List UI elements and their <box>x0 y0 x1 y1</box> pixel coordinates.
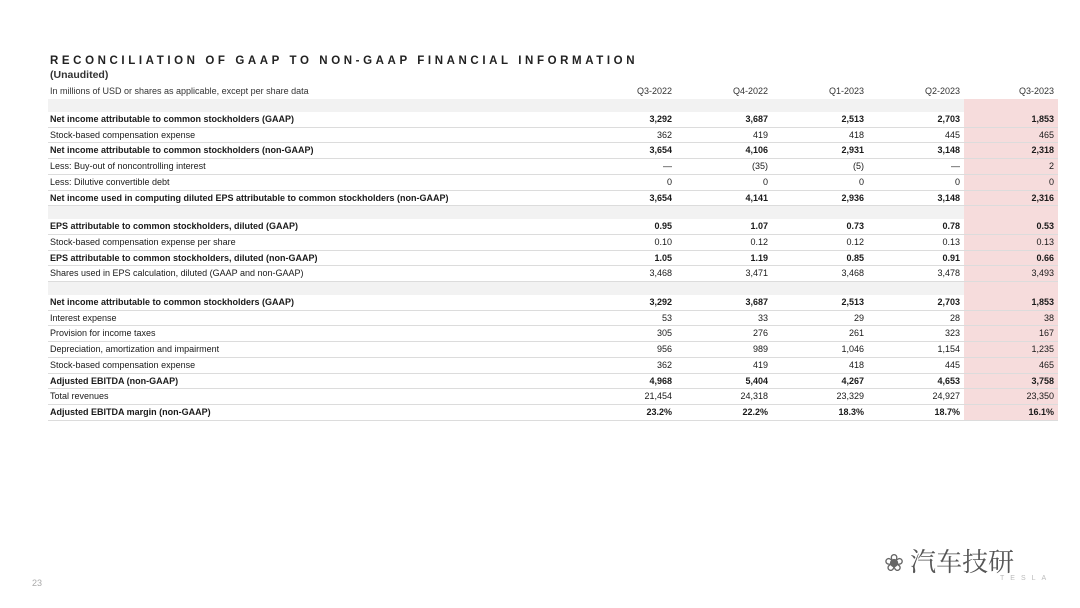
table-cell: 1,853 <box>964 112 1058 127</box>
table-row <box>48 404 1058 420</box>
table-cell: 2,513 <box>772 295 868 310</box>
table-cell: 418 <box>772 127 868 143</box>
column-header: Q3-2022 <box>636 86 672 97</box>
table-cell: 418 <box>772 357 868 373</box>
table-cell: 989 <box>676 342 772 358</box>
reconciliation-table <box>48 84 1058 421</box>
table-row <box>48 250 1058 266</box>
table-cell: 0 <box>772 174 868 190</box>
row-label: Provision for income taxes <box>48 326 580 342</box>
wechat-icon: ❀ <box>884 549 905 577</box>
table-cell: 0.73 <box>772 219 868 234</box>
table-cell: 445 <box>868 127 964 143</box>
table-cell: 16.1% <box>964 404 1058 420</box>
table-cell: 2,318 <box>964 143 1058 159</box>
table-row <box>48 190 1058 206</box>
table-cell: 2,936 <box>772 190 868 206</box>
table-cell: 3,493 <box>964 266 1058 282</box>
table-cell: 1.19 <box>676 250 772 266</box>
table-row <box>48 326 1058 342</box>
table-cell: 3,468 <box>580 266 676 282</box>
table-row <box>48 295 1058 310</box>
row-label: Net income used in computing diluted EPS attributable to common stockholders (non-GAAP) <box>48 190 580 206</box>
table-row <box>48 143 1058 159</box>
row-label: Adjusted EBITDA (non-GAAP) <box>48 373 580 389</box>
table-cell: 4,141 <box>676 190 772 206</box>
table-row <box>48 342 1058 358</box>
section-spacer <box>48 99 1058 112</box>
table-cell: 0 <box>580 174 676 190</box>
table-cell: 3,758 <box>964 373 1058 389</box>
row-label: Net income attributable to common stockholders (GAAP) <box>48 295 580 310</box>
table-cell: 0.95 <box>580 219 676 234</box>
table-cell: 29 <box>772 310 868 326</box>
table-cell: 28 <box>868 310 964 326</box>
table-cell: 1,046 <box>772 342 868 358</box>
table-cell: 3,148 <box>868 190 964 206</box>
watermark <box>884 542 1014 579</box>
table-cell: 0.12 <box>772 234 868 250</box>
table-cell: 22.2% <box>676 404 772 420</box>
table-cell: 3,687 <box>676 112 772 127</box>
section-spacer <box>48 206 1058 220</box>
table-cell: 18.3% <box>772 404 868 420</box>
table-cell: 21,454 <box>580 389 676 405</box>
table-cell: 53 <box>580 310 676 326</box>
table-cell: 3,687 <box>676 295 772 310</box>
table-row <box>48 159 1058 175</box>
table-cell: 0.85 <box>772 250 868 266</box>
table-cell: 3,478 <box>868 266 964 282</box>
table-cell: 0.91 <box>868 250 964 266</box>
table-cell: 3,292 <box>580 295 676 310</box>
column-header: Q1-2023 <box>828 86 864 97</box>
table-row <box>48 389 1058 405</box>
table-row <box>48 112 1058 127</box>
row-label: Less: Dilutive convertible debt <box>48 174 580 190</box>
table-cell: 1.05 <box>580 250 676 266</box>
table-cell: — <box>868 159 964 175</box>
table-cell: 0 <box>676 174 772 190</box>
column-header: Q3-2023 <box>1018 86 1054 97</box>
table-cell: 38 <box>964 310 1058 326</box>
table-cell: 3,654 <box>580 143 676 159</box>
table-cell: 23,350 <box>964 389 1058 405</box>
table-cell: 465 <box>964 357 1058 373</box>
section-spacer <box>48 282 1058 296</box>
table-cell: 167 <box>964 326 1058 342</box>
page-subtitle: (Unaudited) <box>50 69 109 81</box>
row-label: Net income attributable to common stockholders (GAAP) <box>48 112 580 127</box>
row-label: Adjusted EBITDA margin (non-GAAP) <box>48 404 580 420</box>
table-cell: 24,318 <box>676 389 772 405</box>
table-cell: 3,148 <box>868 143 964 159</box>
table-cell: 3,468 <box>772 266 868 282</box>
page-title: RECONCILIATION OF GAAP TO NON-GAAP FINANCIAL INFORMATION <box>50 55 639 67</box>
table-cell: 2,703 <box>868 295 964 310</box>
table-cell: 0.53 <box>964 219 1058 234</box>
table-row <box>48 174 1058 190</box>
table-row <box>48 234 1058 250</box>
row-label: Stock-based compensation expense per share <box>48 234 580 250</box>
table-cell: 323 <box>868 326 964 342</box>
table-cell: 465 <box>964 127 1058 143</box>
row-label: Total revenues <box>48 389 580 405</box>
table-cell: 23.2% <box>580 404 676 420</box>
units-note: In millions of USD or shares as applicable, except per share data <box>50 86 309 97</box>
column-header: Q4-2022 <box>732 86 768 97</box>
table-cell: 305 <box>580 326 676 342</box>
table-cell: 0.10 <box>580 234 676 250</box>
row-label: Net income attributable to common stockholders (non-GAAP) <box>48 143 580 159</box>
table-row <box>48 310 1058 326</box>
table-cell: 33 <box>676 310 772 326</box>
table-row <box>48 357 1058 373</box>
row-label: Stock-based compensation expense <box>48 357 580 373</box>
table-cell: 0.12 <box>676 234 772 250</box>
row-label: EPS attributable to common stockholders, diluted (non-GAAP) <box>48 250 580 266</box>
table-cell: 3,292 <box>580 112 676 127</box>
row-label: Less: Buy-out of noncontrolling interest <box>48 159 580 175</box>
table-cell: 3,471 <box>676 266 772 282</box>
table-cell: 1,853 <box>964 295 1058 310</box>
page-number: 23 <box>32 578 43 588</box>
table-cell: 1.07 <box>676 219 772 234</box>
table-row <box>48 266 1058 282</box>
table-cell: 2,931 <box>772 143 868 159</box>
row-label: Stock-based compensation expense <box>48 127 580 143</box>
table-cell: 362 <box>580 127 676 143</box>
table-cell: 18.7% <box>868 404 964 420</box>
table-cell: 4,968 <box>580 373 676 389</box>
table-cell: 5,404 <box>676 373 772 389</box>
table-cell: — <box>580 159 676 175</box>
row-label: Shares used in EPS calculation, diluted (GAAP and non-GAAP) <box>48 266 580 282</box>
table-cell: 24,927 <box>868 389 964 405</box>
table-cell: 276 <box>676 326 772 342</box>
table-cell: 4,106 <box>676 143 772 159</box>
table-cell: (35) <box>676 159 772 175</box>
row-label: Depreciation, amortization and impairment <box>48 342 580 358</box>
table-cell: 362 <box>580 357 676 373</box>
watermark-text: 汽车技研 <box>910 548 1015 578</box>
table-row <box>48 219 1058 234</box>
table-cell: 445 <box>868 357 964 373</box>
table-cell: 0.78 <box>868 219 964 234</box>
table-row <box>48 373 1058 389</box>
table-cell: 1,235 <box>964 342 1058 358</box>
row-label: EPS attributable to common stockholders, diluted (GAAP) <box>48 219 580 234</box>
column-header: Q2-2023 <box>924 86 960 97</box>
row-label: Interest expense <box>48 310 580 326</box>
table-cell: 4,267 <box>772 373 868 389</box>
table-cell: 419 <box>676 127 772 143</box>
table-cell: 0.13 <box>964 234 1058 250</box>
table-cell: 2,316 <box>964 190 1058 206</box>
table-cell: 2 <box>964 159 1058 175</box>
table-cell: 419 <box>676 357 772 373</box>
table-cell: 956 <box>580 342 676 358</box>
brand-mark: TESLA <box>1000 575 1053 582</box>
table-cell: 1,154 <box>868 342 964 358</box>
table-cell: 2,513 <box>772 112 868 127</box>
table-cell: 0 <box>964 174 1058 190</box>
table-cell: 3,654 <box>580 190 676 206</box>
table-row <box>48 127 1058 143</box>
table-cell: 0 <box>868 174 964 190</box>
table-header-row <box>48 84 1058 99</box>
table-cell: 0.13 <box>868 234 964 250</box>
table-cell: 0.66 <box>964 250 1058 266</box>
table-cell: (5) <box>772 159 868 175</box>
table-cell: 4,653 <box>868 373 964 389</box>
table-cell: 23,329 <box>772 389 868 405</box>
table-cell: 2,703 <box>868 112 964 127</box>
table-cell: 261 <box>772 326 868 342</box>
